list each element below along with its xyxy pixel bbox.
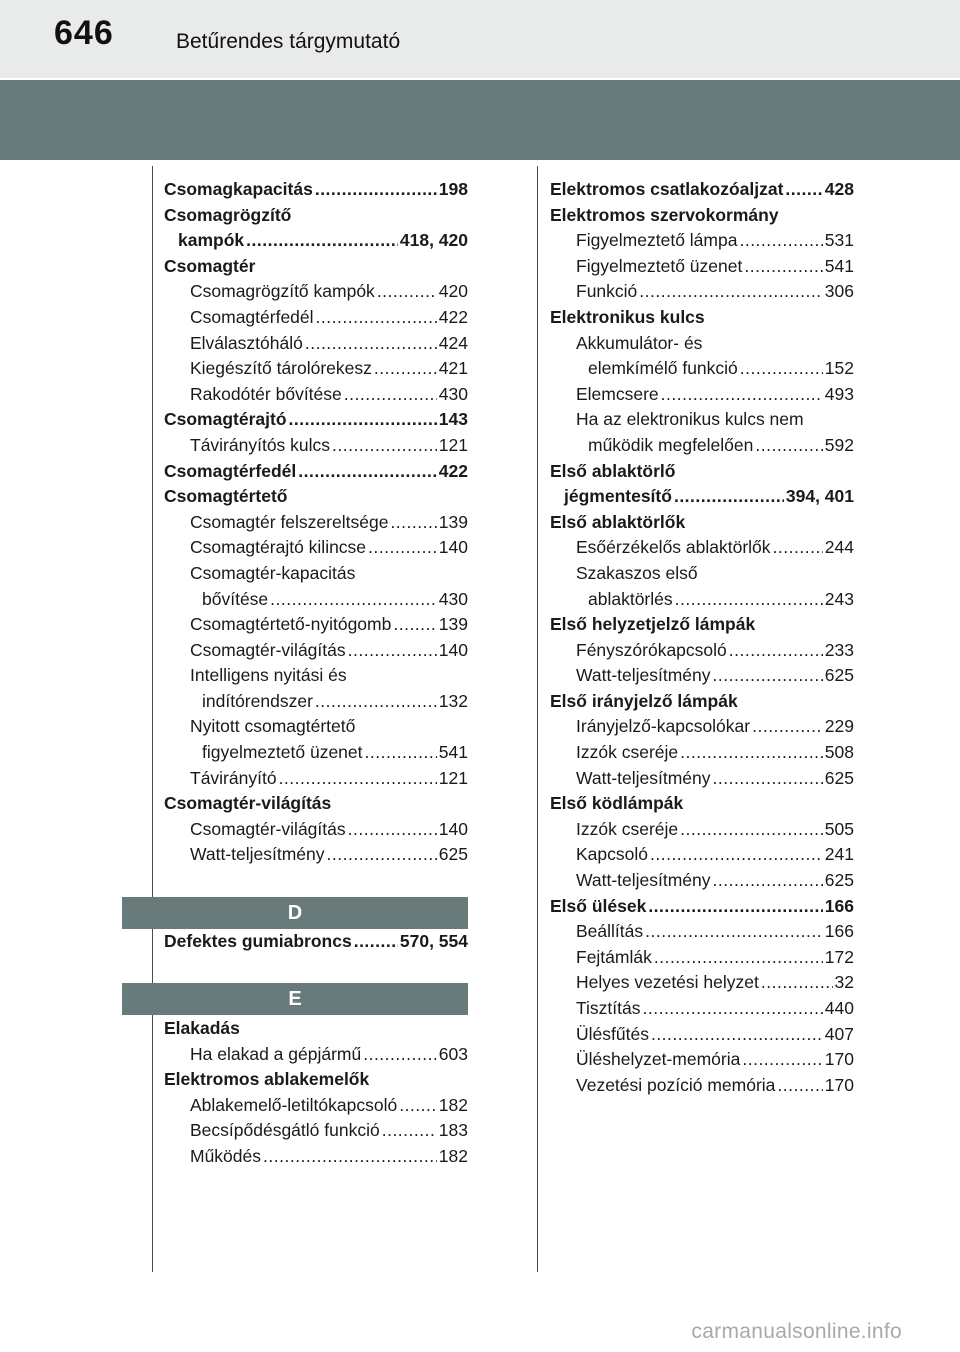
index-entry-page: 198 xyxy=(438,179,468,199)
index-entry-term: Elektronikus kulcs xyxy=(550,306,705,327)
index-entry-page: 505 xyxy=(824,818,854,839)
index-entry-page: 139 xyxy=(438,511,468,532)
index-entry xyxy=(550,791,854,817)
dot-leader xyxy=(761,970,833,996)
index-entry xyxy=(550,279,854,305)
index-entry-page: 243 xyxy=(824,588,854,609)
dot-leader xyxy=(270,587,437,613)
index-entry xyxy=(550,970,854,996)
index-entry xyxy=(164,433,468,459)
index-entry xyxy=(550,740,854,766)
index-entry-page: 121 xyxy=(438,767,468,788)
dot-leader xyxy=(263,1144,437,1170)
dot-leader xyxy=(755,433,822,459)
index-entry xyxy=(164,305,468,331)
index-entry-term: Helyes vezetési helyzet xyxy=(576,972,759,993)
dot-leader xyxy=(752,714,823,740)
left-index-column xyxy=(164,177,468,868)
dot-leader xyxy=(327,842,437,868)
index-entry-page: 32 xyxy=(834,972,854,993)
dot-leader xyxy=(742,1047,822,1073)
dot-leader xyxy=(382,1118,437,1144)
index-entry-page: 182 xyxy=(438,1094,468,1115)
index-entry xyxy=(550,433,854,459)
index-entry-term: Csomagtérajtó kilincse xyxy=(190,537,367,558)
index-entry-term: Elválasztóháló xyxy=(190,332,303,353)
index-entry-page: 570, 554 xyxy=(399,931,468,951)
index-entry-term: Csomagtértető-nyitógomb xyxy=(190,614,392,635)
index-entry-term: Nyitott csomagtértető xyxy=(190,716,356,737)
index-entry xyxy=(164,817,468,843)
index-entry-page: 183 xyxy=(438,1120,468,1141)
index-entry-page: 244 xyxy=(824,537,854,558)
dot-leader xyxy=(643,996,823,1022)
dot-leader xyxy=(785,177,822,203)
dot-leader xyxy=(680,740,823,766)
index-entry-term: Csomagrögzítő kampók xyxy=(190,281,375,302)
index-entry xyxy=(164,535,468,561)
dot-leader xyxy=(315,177,437,203)
index-entry-term: Csomagtérajtó xyxy=(164,409,287,430)
column-divider-right xyxy=(537,166,538,1272)
dot-leader xyxy=(713,663,823,689)
index-entry-term: Fejtámlák xyxy=(576,946,652,967)
page-title: Betűrendes tárgymutató xyxy=(176,30,401,53)
index-entry xyxy=(550,945,854,971)
dot-leader xyxy=(298,459,437,485)
index-entry-page: 140 xyxy=(438,639,468,660)
index-entry-term: Csomagtér-világítás xyxy=(190,639,346,660)
index-entry xyxy=(550,842,854,868)
index-entry-page: 132 xyxy=(438,690,468,711)
index-entry-page: 241 xyxy=(824,844,854,865)
index-entry-term: Üléshelyzet-memória xyxy=(576,1049,741,1070)
index-entry xyxy=(164,407,468,433)
index-entry xyxy=(550,407,854,433)
index-entry-term: Watt-teljesítmény xyxy=(576,665,711,686)
index-entry-term: Kiegészítő tárolórekesz xyxy=(190,358,372,379)
dot-leader xyxy=(744,254,822,280)
index-entry xyxy=(550,663,854,689)
index-entry-page: 531 xyxy=(824,230,854,251)
dot-leader xyxy=(651,1022,823,1048)
dot-leader xyxy=(661,382,823,408)
index-entry xyxy=(164,842,468,868)
index-entry-page: 625 xyxy=(824,665,854,686)
index-entry-term: Csomagtér xyxy=(164,255,256,276)
index-entry xyxy=(164,1042,468,1068)
index-entry xyxy=(550,305,854,331)
index-entry-term: figyelmeztető üzenet xyxy=(202,742,363,763)
index-entry-term: működik megfelelően xyxy=(588,434,754,455)
index-entry xyxy=(164,1118,468,1144)
index-entry-term: Irányjelző-kapcsolókar xyxy=(576,716,751,737)
index-entry-term: Első irányjelző lámpák xyxy=(550,690,738,711)
dot-leader xyxy=(713,766,823,792)
index-entry-page: 166 xyxy=(824,921,854,942)
dot-leader xyxy=(390,510,436,536)
index-entry-term: Ülésfűtés xyxy=(576,1023,649,1044)
index-entry-term: Csomagtér-világítás xyxy=(164,793,332,814)
dot-leader xyxy=(645,919,823,945)
dot-leader xyxy=(680,817,823,843)
index-entry xyxy=(164,766,468,792)
index-entry-term: Távirányítós kulcs xyxy=(190,434,331,455)
index-entry xyxy=(550,177,854,203)
index-entry xyxy=(164,1016,468,1042)
index-entry xyxy=(550,510,854,536)
index-entry-term: indítórendszer xyxy=(202,690,313,711)
index-entry xyxy=(164,177,468,203)
index-entry-page: 424 xyxy=(438,332,468,353)
index-entry-term: kampók xyxy=(178,230,245,251)
index-entry-page: 603 xyxy=(438,1043,468,1064)
index-entry xyxy=(164,459,468,485)
index-entry-page: 229 xyxy=(824,716,854,737)
index-entry xyxy=(550,766,854,792)
dot-leader xyxy=(368,535,437,561)
index-entry xyxy=(164,356,468,382)
dot-leader xyxy=(289,407,437,433)
index-entry-term: Fényszórókapcsoló xyxy=(576,639,727,660)
dot-leader xyxy=(654,945,823,971)
index-entry-term: Csomagtér-világítás xyxy=(190,818,346,839)
index-entry xyxy=(550,612,854,638)
index-entry xyxy=(550,714,854,740)
index-entry xyxy=(164,279,468,305)
index-entry-page: 140 xyxy=(438,537,468,558)
index-entry-term: Izzók cseréje xyxy=(576,818,679,839)
index-entry-page: 394, 401 xyxy=(785,486,854,507)
index-entry xyxy=(164,1067,468,1093)
dot-leader xyxy=(639,279,823,305)
index-entry-term: Akkumulátor- és xyxy=(576,332,703,353)
dot-leader xyxy=(374,356,437,382)
dot-leader xyxy=(650,842,823,868)
index-entry xyxy=(550,894,854,920)
index-entry-page: 430 xyxy=(438,383,468,404)
index-entry-page: 152 xyxy=(824,358,854,379)
index-entry xyxy=(550,356,854,382)
index-entry-term: Tisztítás xyxy=(576,998,641,1018)
index-entry-term: Elektromos ablakemelők xyxy=(164,1069,370,1090)
dot-leader xyxy=(729,638,823,664)
index-entry-page: 140 xyxy=(438,818,468,839)
index-entry-page: 233 xyxy=(824,639,854,660)
index-entry-page: 170 xyxy=(824,1049,854,1070)
index-entry-term: Csomagtérfedél xyxy=(164,460,297,481)
index-entry xyxy=(164,203,468,229)
index-entry-term: Elemcsere xyxy=(576,383,659,404)
index-entry-page: 139 xyxy=(438,614,468,635)
index-entry xyxy=(164,484,468,510)
index-entry-page: 420 xyxy=(438,281,468,302)
dot-leader xyxy=(713,868,823,894)
index-entry-page: 440 xyxy=(824,998,854,1018)
index-entry-term: Izzók cseréje xyxy=(576,742,679,763)
index-entry xyxy=(550,561,854,587)
index-entry xyxy=(164,740,468,766)
index-entry-page: 407 xyxy=(824,1023,854,1044)
index-entry-term: Csomagrögzítő xyxy=(164,204,292,225)
index-entry-page: 625 xyxy=(824,870,854,891)
dot-leader xyxy=(674,484,784,510)
index-entry-term: Kapcsoló xyxy=(576,844,648,865)
index-entry xyxy=(550,638,854,664)
index-entry-page: 418, 420 xyxy=(399,230,468,251)
index-entry xyxy=(164,331,468,357)
index-entry-term: bővítése xyxy=(202,588,269,609)
page-number: 646 xyxy=(54,14,114,52)
index-entry-term: Távirányító xyxy=(190,767,277,788)
dot-leader xyxy=(279,766,437,792)
dot-leader xyxy=(363,1042,437,1068)
index-entry xyxy=(164,791,468,817)
index-entry xyxy=(550,919,854,945)
index-entry-term: Watt-teljesítmény xyxy=(190,844,325,865)
section-header-d: D xyxy=(122,897,468,929)
index-entry-term: Beállítás xyxy=(576,921,644,942)
dot-leader xyxy=(246,228,398,254)
dot-leader xyxy=(740,356,823,382)
index-entry-term: Rakodótér bővítése xyxy=(190,383,342,404)
index-entry-term: Intelligens nyitási és xyxy=(190,665,347,686)
index-entry-page: 592 xyxy=(824,434,854,455)
index-entry-page: 422 xyxy=(438,306,468,327)
index-entry xyxy=(550,228,854,254)
column-divider-left xyxy=(152,166,153,1272)
index-entry xyxy=(550,203,854,229)
index-entry-term: Működés xyxy=(190,1145,262,1166)
index-entry-term: Elektromos szervokormány xyxy=(550,204,779,225)
index-entry xyxy=(550,868,854,894)
index-entry-term: Első helyzetjelző lámpák xyxy=(550,614,756,635)
index-entry-term: Első ülések xyxy=(550,895,647,916)
index-entry-page: 172 xyxy=(824,946,854,967)
index-entry xyxy=(164,612,468,638)
index-entry xyxy=(550,382,854,408)
header-band xyxy=(0,80,960,160)
index-entry-page: 541 xyxy=(438,742,468,763)
index-entry xyxy=(550,1022,854,1048)
dot-leader xyxy=(332,433,437,459)
section-d-entries xyxy=(164,929,468,955)
index-entry-term: Csomagtérfedél xyxy=(190,306,314,327)
dot-leader xyxy=(648,894,822,920)
dot-leader xyxy=(739,228,822,254)
index-entry-page: 121 xyxy=(438,434,468,455)
index-entry xyxy=(164,638,468,664)
index-entry-term: Elektromos csatlakozóaljzat xyxy=(550,179,784,199)
index-entry xyxy=(550,689,854,715)
index-entry xyxy=(164,929,468,955)
index-entry xyxy=(164,714,468,740)
index-entry xyxy=(550,1047,854,1073)
index-entry-term: Csomagtértető xyxy=(164,486,288,507)
section-header-e: E xyxy=(122,983,468,1015)
index-entry-term: Csomagkapacitás xyxy=(164,179,313,199)
index-entry xyxy=(164,382,468,408)
index-entry-term: Szakaszos első xyxy=(576,562,698,583)
dot-leader xyxy=(354,929,398,955)
index-entry-page: 166 xyxy=(824,895,854,916)
index-entry xyxy=(164,228,468,254)
index-entry-page: 428 xyxy=(824,179,854,199)
index-entry xyxy=(550,254,854,280)
dot-leader xyxy=(675,587,823,613)
index-entry-page: 182 xyxy=(438,1145,468,1166)
dot-leader xyxy=(315,689,437,715)
index-entry-term: Funkció xyxy=(576,281,638,302)
dot-leader xyxy=(344,382,437,408)
index-entry xyxy=(550,996,854,1022)
index-entry-page: 625 xyxy=(824,767,854,788)
index-entry-page: 143 xyxy=(438,409,468,430)
dot-leader xyxy=(773,535,823,561)
index-entry-term: Defektes gumiabroncs xyxy=(164,931,352,951)
dot-leader xyxy=(393,612,436,638)
index-entry-term: Figyelmeztető üzenet xyxy=(576,255,743,276)
index-entry-term: Watt-teljesítmény xyxy=(576,870,711,891)
index-entry xyxy=(164,1144,468,1170)
dot-leader xyxy=(348,817,437,843)
index-entry xyxy=(164,510,468,536)
dot-leader xyxy=(377,279,437,305)
index-entry xyxy=(550,535,854,561)
index-entry xyxy=(550,587,854,613)
index-entry xyxy=(550,484,854,510)
index-entry-term: Csomagtér felszereltsége xyxy=(190,511,389,532)
index-entry xyxy=(550,331,854,357)
dot-leader xyxy=(316,305,437,331)
right-index-column xyxy=(550,177,854,1098)
index-entry-term: Esőérzékelős ablaktörlők xyxy=(576,537,771,558)
index-entry-term: ablaktörlés xyxy=(588,588,673,609)
dot-leader xyxy=(305,331,437,357)
index-entry-page: 493 xyxy=(824,383,854,404)
index-entry xyxy=(550,1073,854,1099)
index-entry-page: 541 xyxy=(824,255,854,276)
index-entry xyxy=(550,817,854,843)
index-entry-term: Watt-teljesítmény xyxy=(576,767,711,788)
index-entry-term: Első ködlámpák xyxy=(550,793,684,814)
dot-leader xyxy=(777,1073,822,1099)
index-entry-term: Ha elakad a gépjármű xyxy=(190,1043,362,1064)
index-entry-page: 625 xyxy=(438,844,468,865)
watermark: carmanualsonline.info xyxy=(691,1320,902,1343)
index-entry-term: Csomagtér-kapacitás xyxy=(190,562,356,583)
index-entry xyxy=(164,663,468,689)
index-entry-term: Figyelmeztető lámpa xyxy=(576,230,738,251)
dot-leader xyxy=(365,740,437,766)
index-entry-page: 508 xyxy=(824,742,854,763)
index-entry-term: Vezetési pozíció memória xyxy=(576,1074,776,1095)
index-entry xyxy=(164,561,468,587)
index-entry xyxy=(164,587,468,613)
index-entry xyxy=(550,459,854,485)
index-entry-page: 421 xyxy=(438,358,468,379)
index-entry-page: 306 xyxy=(824,281,854,302)
page-header xyxy=(0,0,960,78)
dot-leader xyxy=(399,1093,437,1119)
index-entry-term: elemkímélő funkció xyxy=(588,358,738,379)
index-entry-page: 430 xyxy=(438,588,468,609)
index-entry-term: Első ablaktörlő xyxy=(550,460,676,481)
index-entry-term: Elakadás xyxy=(164,1018,240,1038)
index-entry-term: Becsípődésgátló funkció xyxy=(190,1120,380,1141)
dot-leader xyxy=(348,638,437,664)
index-entry-page: 422 xyxy=(438,460,468,481)
index-entry xyxy=(164,689,468,715)
index-entry-term: jégmentesítő xyxy=(564,486,672,507)
section-e-entries xyxy=(164,1016,468,1170)
index-entry xyxy=(164,254,468,280)
index-entry-term: Ha az elektronikus kulcs nem xyxy=(576,409,804,430)
index-entry xyxy=(164,1093,468,1119)
index-entry-page: 170 xyxy=(824,1074,854,1095)
index-entry-term: Ablakemelő-letiltókapcsoló xyxy=(190,1094,398,1115)
index-entry-term: Első ablaktörlők xyxy=(550,511,686,532)
